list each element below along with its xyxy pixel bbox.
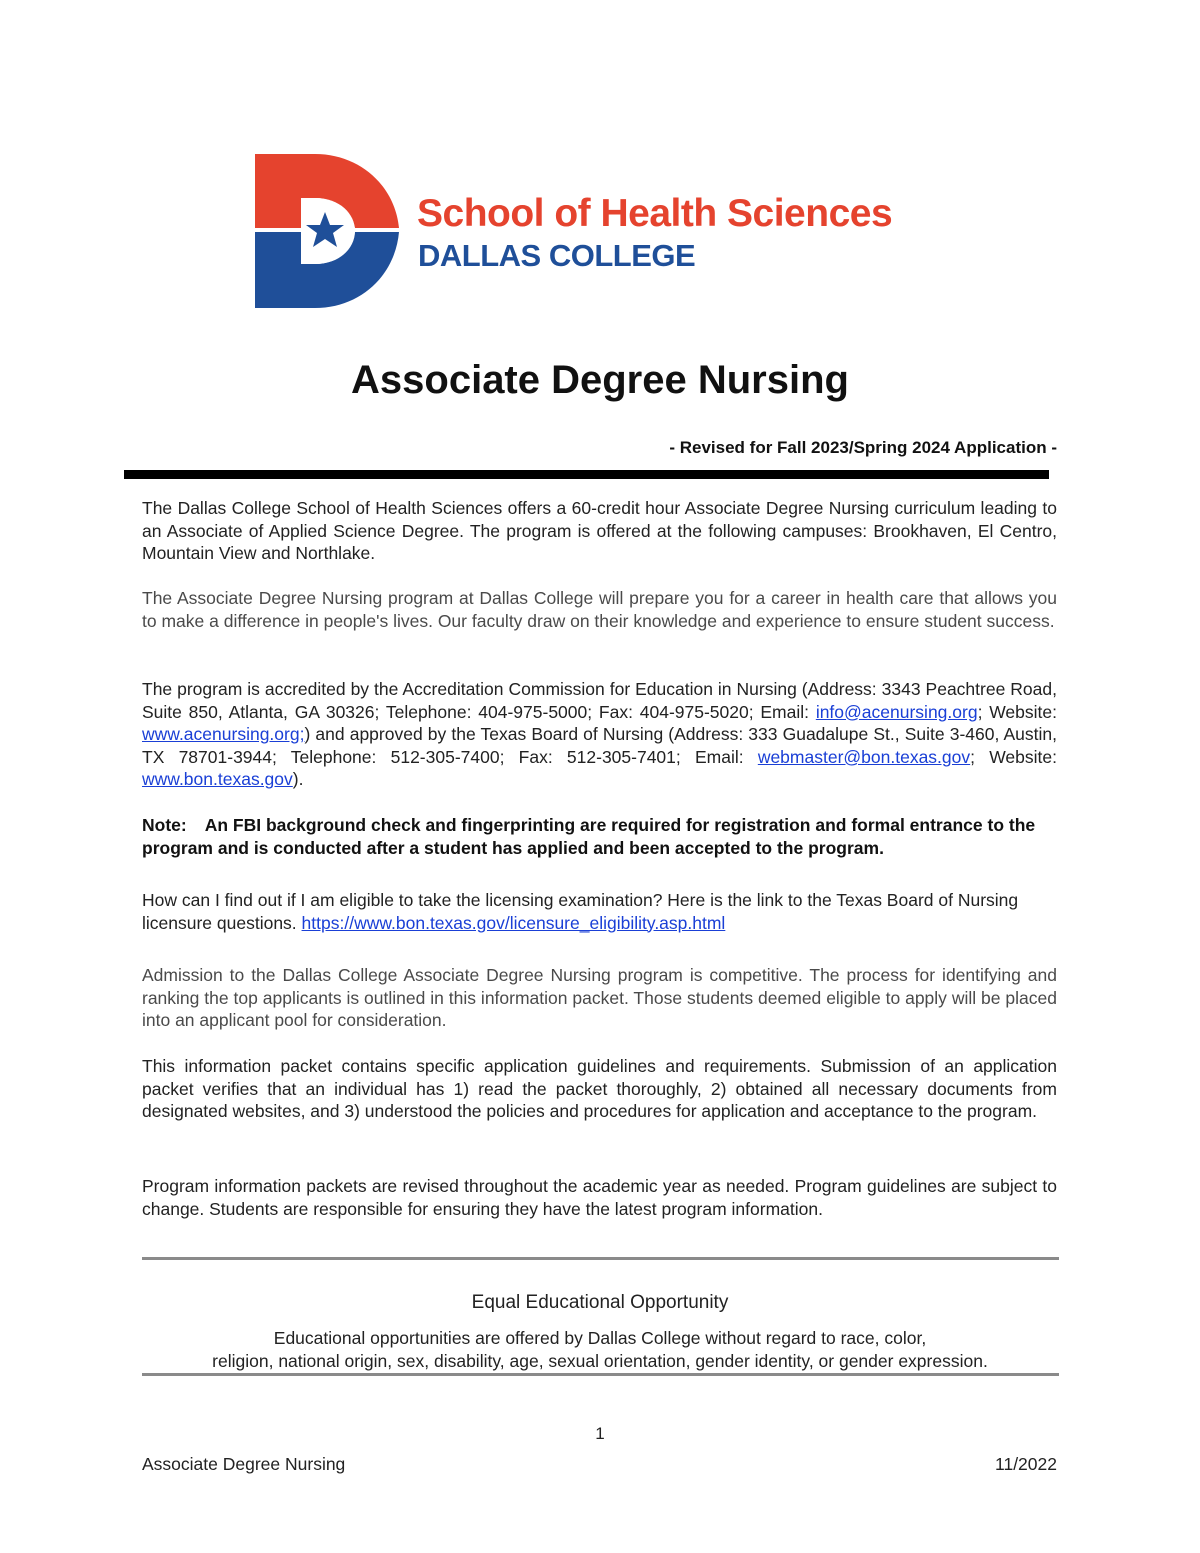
eeo-line-1: Educational opportunities are offered by Dallas College without regard to race, color, xyxy=(273,1328,927,1348)
accreditation-text-1: The program is accredited by the Accreditation Commission for Education in Nursing (Address: 3343 Peachtree Road, Suite 850, Atlanta, GA 30326; Telephone: 404-975-5000; Fax: 404-975-5020; Email: xyxy=(142,679,1057,722)
bon-website-link[interactable]: www.bon.texas.gov xyxy=(142,769,293,790)
revision-paragraph: Program information packets are revised throughout the academic year as needed. Program guidelines are subject to change. Students are responsible for ensuring they have the latest program information. xyxy=(142,1176,1057,1219)
eeo-top-divider xyxy=(142,1257,1059,1260)
eeo-bottom-divider xyxy=(142,1373,1059,1376)
footer-date: 11/2022 xyxy=(995,1454,1057,1474)
revision-note: - Revised for Fall 2023/Spring 2024 Application - xyxy=(669,438,1057,457)
accreditation-text-3: ) and approved by the Texas Board of Nursing (Address: 333 Guadalupe St., Suite 3-460, Austin, TX 78701-3944; Telephone: 512-305-7400; Fax: 512-305-7401; Email: xyxy=(142,724,1057,767)
dallas-college-d-star-icon xyxy=(255,152,405,312)
admission-paragraph: Admission to the Dallas College Associate Degree Nursing program is competitive. The process for identifying and ranking the top applicants is outlined in this information packet. Those students deemed eligible to apply will be placed into an applicant pool for consideration. xyxy=(142,965,1057,1031)
page-title: Associate Degree Nursing xyxy=(351,358,849,402)
logo-school-name: School of Health Sciences xyxy=(417,192,893,235)
footer-title: Associate Degree Nursing xyxy=(142,1454,346,1474)
licensure-paragraph xyxy=(142,889,1057,934)
page-number: 1 xyxy=(595,1424,605,1443)
eeo-title: Equal Educational Opportunity xyxy=(471,1292,729,1313)
licensure-text: How can I find out if I am eligible to take the licensing examination? Here is the link to the Texas Board of Nursing licensure questions. xyxy=(142,890,1019,933)
accreditation-text-2: ; Website: xyxy=(977,701,1057,722)
eeo-line-2: religion, national origin, sex, disability, age, sexual orientation, gender identity, or gender expression. xyxy=(212,1351,988,1371)
licensure-eligibility-link[interactable]: https://www.bon.texas.gov/licensure_eligibility.asp.html xyxy=(301,912,726,933)
accreditation-text-5: ). xyxy=(292,769,304,790)
program-paragraph: The Associate Degree Nursing program at Dallas College will prepare you for a career in health care that allows you to make a difference in people's lives. Our faculty draw on their knowledge and experience to ensure student success. xyxy=(142,588,1057,631)
acen-website-link[interactable]: www.acenursing.org; xyxy=(142,724,305,745)
fbi-note xyxy=(142,814,1057,859)
accreditation-text-4: ; Website: xyxy=(970,746,1057,767)
acen-email-link[interactable]: info@acenursing.org xyxy=(815,701,978,722)
school-logo xyxy=(255,152,995,312)
header-divider xyxy=(124,470,1049,479)
note-text: An FBI background check and fingerprinting are required for registration and formal entrance to the program and is conducted after a student has applied and been accepted to the program. xyxy=(142,815,1036,858)
intro-paragraph: The Dallas College School of Health Sciences offers a 60-credit hour Associate Degree Nursing curriculum leading to an Associate of Applied Science Degree. The program is offered at the following campuses: Brookhaven, El Centro, Mountain View and Northlake. xyxy=(142,498,1057,564)
accreditation-paragraph xyxy=(142,678,1057,791)
packet-paragraph: This information packet contains specific application guidelines and requirements. Submission of an application packet verifies that an individual has 1) read the packet thoroughly, 2) obtained all necessary documents from designated websites, and 3) understood the policies and procedures for application and acceptance to the program. xyxy=(142,1056,1057,1122)
logo-college-name: DALLAS COLLEGE xyxy=(418,238,696,273)
bon-email-link[interactable]: webmaster@bon.texas.gov xyxy=(757,746,971,767)
note-label: Note: xyxy=(142,815,187,835)
